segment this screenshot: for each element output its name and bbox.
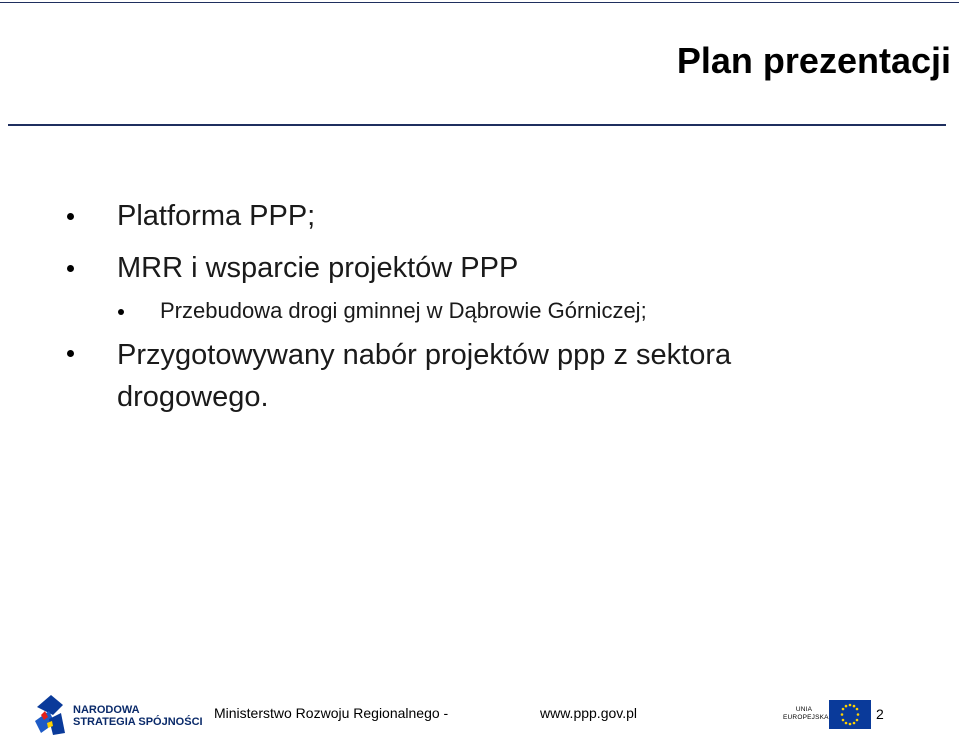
bullet-dot [67,350,74,357]
eu-flag-icon [829,700,871,729]
top-border-line [0,2,959,3]
nss-logo-line1: NARODOWA [73,704,140,716]
slide-title: Plan prezentacji [676,40,951,81]
eu-logo-line2: EUROPEJSKA [783,714,829,721]
bullet-2-text: MRR i wsparcie projektów PPP [117,252,519,284]
footer-ministry-text: Ministerstwo Rozwoju Regionalnego - [214,705,449,721]
bullet-3-line2: drogowego. [117,381,269,413]
nss-logo-line2: STRATEGIA SPÓJNOŚCI [73,716,203,728]
eu-logo-line1: UNIA [795,706,813,713]
sub-bullet-dot [118,309,124,315]
bullet-dot [67,265,74,272]
footer-website-link[interactable]: www.ppp.gov.pl [540,705,638,721]
bullet-3-line1: Przygotowywany nabór projektów ppp z sektora [117,339,732,371]
page-number: 2 [876,706,884,722]
bullet-1-text: Platforma PPP; [117,200,316,232]
bullet-dot [67,213,74,220]
sub-bullet-text: Przebudowa drogi gminnej w Dąbrowie Górniczej; [160,298,647,323]
title-underline [8,124,946,126]
nss-logo [35,693,203,737]
